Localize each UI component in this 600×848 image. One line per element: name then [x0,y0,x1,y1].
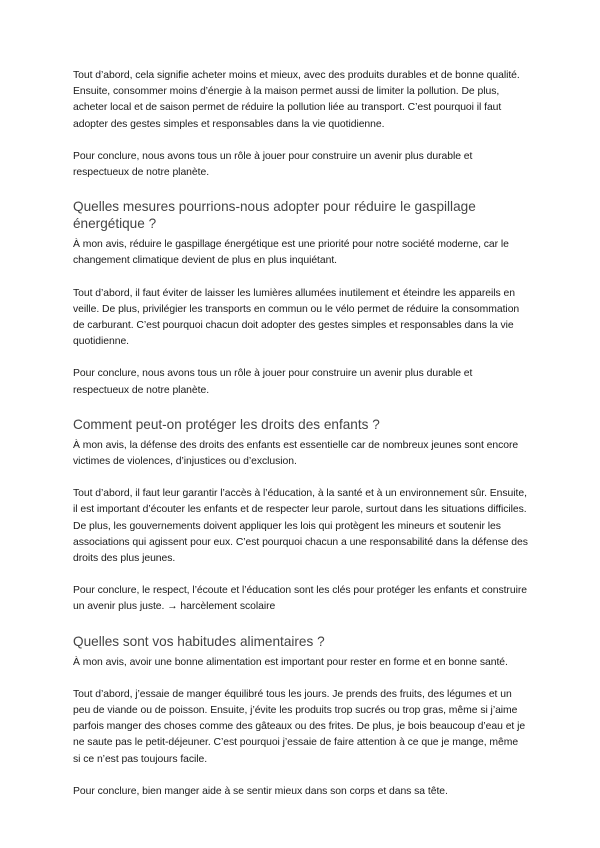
paragraph: Pour conclure, nous avons tous un rôle à jouer pour construire un avenir plus durable et respectueux de notre planète. [73,368,473,396]
paragraph: Tout d’abord, il faut éviter de laisser les lumières allumées inutilement et éteindre les appareils en veille. De plus, privilégier les transports en commun ou le vélo permet de réduire la consommation de carburant. C’est pourquoi chacun doit adopter des gestes simples et responsables dans la vie quotidienne. [73,287,520,348]
section-heading: Comment peut-on protéger les droits des enfants ? [73,416,380,432]
paragraph: Pour conclure, bien manger aide à se sentir mieux dans son corps et dans sa tête. [73,785,448,797]
section-heading: Quelles mesures pourrions-nous adopter pour réduire le gaspillage énergétique ? [73,199,476,232]
section-heading: Quelles sont vos habitudes alimentaires ? [73,633,325,649]
section-children [73,416,528,616]
paragraph: Tout d’abord, cela signifie acheter moins et mieux, avec des produits durables et de bonne qualité. Ensuite, consommer moins d’énergie à la maison permet aussi de limiter la pollution. De plus, acheter local et de saison permet de réduire la pollution liée au transport. C’est pourquoi il faut adopter des gestes simples et responsables dans la vie quotidienne. [73,70,520,130]
paragraph: Pour conclure, nous avons tous un rôle à jouer pour construire un avenir plus durable et respectueux de notre planète. [73,150,473,179]
document-page [73,68,528,800]
section-food [73,633,528,800]
paragraph: Tout d’abord, il faut leur garantir l’accès à l’éducation, à la santé et à un environnement sûr. Ensuite, il est important d’écouter les enfants et de respecter leur parole, surtout dans les situations difficiles. De plus, les gouvernements doivent appliquer les lois qui protègent les mineurs et soutenir les associations qui agissent pour eux. C’est pourquoi chacun a une responsabilité dans la défense des droits des plus jeunes. [73,488,528,565]
paragraph: À mon avis, la défense des droits des enfants est essentielle car de nombreux jeunes sont encore victimes de violences, d’injustices ou d’exclusion. [73,439,519,468]
paragraph: À mon avis, avoir une bonne alimentation est important pour rester en forme et en bonne santé. [73,656,508,668]
paragraph: Tout d’abord, j’essaie de manger équilibré tous les jours. Je prends des fruits, des légumes et un peu de viande ou de poisson. Ensuite, j’évite les produits trop sucrés ou trop gras, même si j’aime parfois manger des choses comme des gâteaux ou des frites. De plus, je bois beaucoup d’eau et je ne saute pas le petit-déjeuner. C’est pourquoi j’essaie de faire attention à ce que je mange, même si ce n’est pas toujours facile. [73,688,526,765]
paragraph: À mon avis, réduire le gaspillage énergétique est une priorité pour notre société moderne, car le changement climatique devient de plus en plus inquiétant. [73,239,509,267]
paragraph: Pour conclure, le respect, l’écoute et l’éducation sont les clés pour protéger les enfants et construire un avenir plus juste. → harcèlement scolaire [73,585,527,613]
section-energy [73,198,528,399]
intro-section [73,68,528,181]
